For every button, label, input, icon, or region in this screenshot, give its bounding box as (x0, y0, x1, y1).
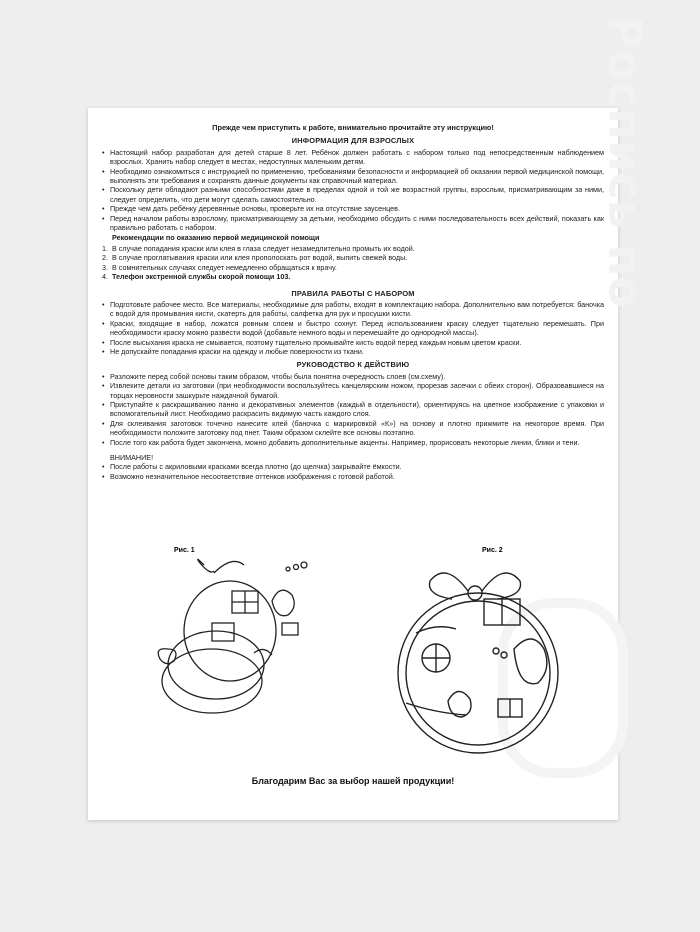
figure-2-label: Рис. 2 (482, 547, 503, 554)
list-item: • Краски, входящие в набор, ложатся ровным слоем и быстро сохнут. Перед использованием краску следует тщательно перемешать. При необходимости краску можно развести водой (добавьте немного воды и перемешайте до однородной массы). (102, 319, 604, 338)
list-item: • После того как работа будет закончена, можно добавить дополнительные акценты. Например, прорисовать некоторые линии, блики и тени. (102, 438, 604, 447)
list-item: • После высыхания краска не смывается, поэтому тщательно промывайте кисть водой перед каждым новым цветом краски. (102, 338, 604, 347)
item-number: 1. (102, 243, 108, 253)
item-number: 2. (102, 253, 108, 263)
item-text: Телефон экстренной службы скорой помощи 103. (112, 272, 291, 282)
list-item (102, 244, 604, 253)
item-text: В случае проглатывания краски или клея прополоскать рот водой, выпить свежей воды. (112, 253, 408, 263)
figure-1-illustration (154, 553, 314, 723)
list-item: • Разложите перед собой основы таким образом, чтобы была понятна очередность слоев (см.схему). (102, 372, 604, 381)
list-item: • Настоящий набор разработан для детей старше 8 лет. Ребёнок должен работать с набором только под непосредственным наблюдением взрослых. Хранить набор следует в местах, недоступных маленьким детям. (102, 148, 604, 167)
background-watermark: Роспись по (598, 15, 652, 308)
list-item: • После работы с акриловыми красками всегда плотно (до щелчка) закрывайте ёмкости. (102, 462, 604, 471)
list-item: • Приступайте к раскрашиванию панно и декоративных элементов (каждый в отдельности), ориентируясь на цветное изображение с упаковки и вспомогательный лист. Необходимо раскрасить видимую часть каждого слоя. (102, 400, 604, 419)
item-number: 3. (102, 262, 108, 272)
warning-list (102, 462, 604, 481)
list-item (102, 263, 604, 272)
section-title-guide: РУКОВОДСТВО К ДЕЙСТВИЮ (296, 360, 410, 370)
first-aid-title: Рекомендации по оказанию первой медицинской помощи (112, 233, 320, 243)
list-item: • Извлеките детали из заготовки (при необходимости воспользуйтесь канцелярским ножом, прорезав засечки с обеих сторон). Образовавшиеся на торцах неровности зашкурьте наждачной бумагой. (102, 381, 604, 400)
list-item: • Необходимо ознакомиться с инструкцией по применению, требованиями безопасности и информацией об оказании первой медицинской помощи, выполнять эти требования и сохранять данные документы как справочный материал. (102, 167, 604, 186)
figure-1-label: Рис. 1 (174, 547, 195, 554)
figure-2-illustration (386, 553, 576, 753)
first-aid-list (102, 244, 604, 282)
section-title-rules: ПРАВИЛА РАБОТЫ С НАБОРОМ (291, 288, 415, 298)
rules-list (102, 300, 604, 356)
thanks-message: Благодарим Вас за выбор нашей продукции! (251, 776, 455, 786)
guide-list (102, 372, 604, 447)
list-item (102, 253, 604, 262)
instruction-text (102, 123, 604, 481)
instruction-sheet (88, 15, 652, 820)
item-number: 4. (102, 272, 108, 282)
item-text: В случае попадания краски или клея в глаза следует незамедлительно промыть их водой. (112, 243, 415, 253)
list-item: • Не допускайте попадания краски на одежду и любые поверхности из ткани. (102, 347, 604, 356)
list-item: • Прежде чем дать ребёнку деревянные основы, проверьте их на отсутствие заусенцев. (102, 204, 604, 213)
section-title-adults: ИНФОРМАЦИЯ ДЛЯ ВЗРОСЛЫХ (291, 136, 415, 146)
item-text: В сомнительных случаях следует немедленно обращаться к врачу. (112, 262, 337, 272)
adults-list (102, 148, 604, 233)
list-item: • Подготовьте рабочее место. Все материалы, необходимые для работы, входят в комплектацию набора. Дополнительно вам потребуется: баночка с водой для промывания кисти, скатерть для работы, салфетка для рук и просушки кисти. (102, 300, 604, 319)
list-item: • Поскольку дети обладают разными способностями даже в пределах одной и той же возрастной группы, взрослым, присматривающим за ними, следует определить, что дети могут сделать самостоятельно. (102, 185, 604, 204)
warning-title: ВНИМАНИЕ! (110, 453, 154, 462)
list-item (102, 272, 604, 281)
list-item: • Для склеивания заготовок точечно нанесите клей (баночка с маркировкой «К») на основу и плотно прижмите на некоторое время. При необходимости положите заготовку под пнет. Таким образом склейте все основы поэтапно. (102, 419, 604, 438)
header-warning: Прежде чем приступить к работе, внимательно прочитайте эту инструкцию! (212, 123, 494, 132)
list-item: • Перед началом работы взрослому, присматривающему за детьми, необходимо обсудить с ними последовательность всех действий, показать как правильно работать с набором. (102, 214, 604, 233)
list-item: • Возможно незначительное несоответствие оттенков изображения с готовой работой. (102, 472, 604, 481)
